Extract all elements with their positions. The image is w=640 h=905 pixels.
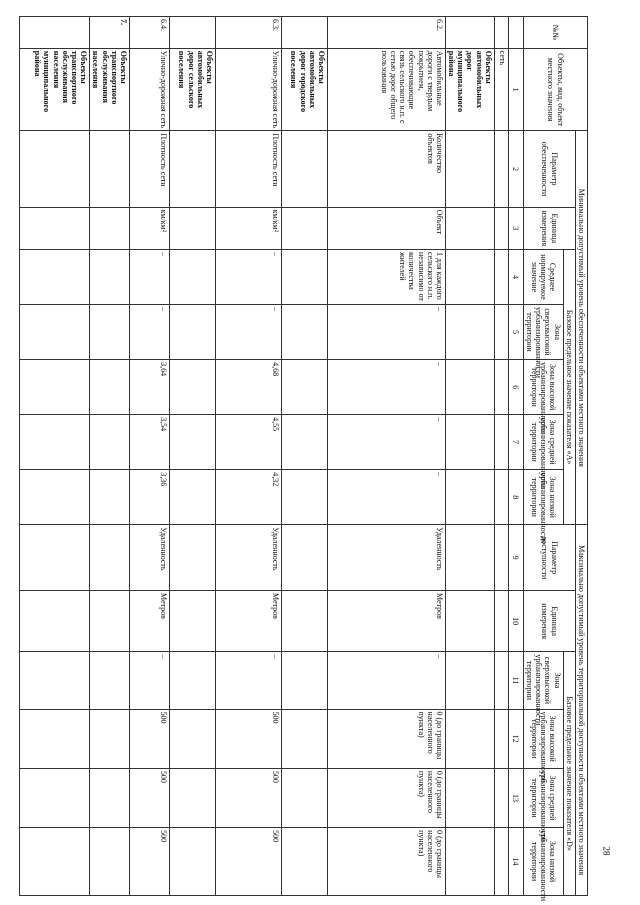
header-zone-a2: Зона высокой урбанизированности территории (523, 360, 563, 415)
value-cell (169, 768, 215, 827)
standards-table (19, 16, 588, 902)
row-number-cell (494, 17, 508, 49)
value-cell: 0 (до границы населенного пункта) (327, 768, 445, 827)
value-cell (281, 525, 327, 591)
table-row (90, 17, 130, 896)
header-object: Объекты, вид, объект местного значения (523, 48, 587, 131)
value-cell: – (129, 652, 169, 709)
value-cell (90, 131, 130, 207)
value-cell (494, 525, 508, 591)
value-cell (90, 709, 130, 768)
page-number: 28 (601, 846, 612, 856)
value-cell: – (327, 360, 445, 415)
value-cell (169, 652, 215, 709)
value-cell: – (129, 305, 169, 360)
value-cell (90, 470, 130, 525)
value-cell (20, 768, 90, 827)
value-cell (494, 131, 508, 207)
value-cell (90, 360, 130, 415)
value-cell: 3,36 (129, 470, 169, 525)
value-cell (494, 652, 508, 709)
value-cell (281, 652, 327, 709)
value-cell (169, 131, 215, 207)
value-cell (281, 590, 327, 651)
value-cell (20, 249, 90, 304)
value-cell (169, 415, 215, 470)
header-zone-a1: Зона сверхвысокой урбанизированности территории (523, 305, 563, 360)
column-number-row (508, 17, 523, 896)
value-cell (169, 360, 215, 415)
value-cell: – (327, 652, 445, 709)
value-cell (494, 828, 508, 896)
value-cell (281, 360, 327, 415)
value-cell: 4,32 (215, 470, 281, 525)
header-zone-d4: Зона низкой урбанизированности территории (523, 828, 563, 896)
value-cell (494, 709, 508, 768)
header-base-d: Базовое предельное значение показателя «D» (563, 652, 575, 896)
table-row (129, 17, 169, 896)
value-cell: 3,64 (129, 360, 169, 415)
rotated-table-container (33, 16, 588, 902)
value-cell (169, 525, 215, 591)
value-cell (20, 709, 90, 768)
header-zone-a4: Зона низкой урбанизированности территории (523, 470, 563, 525)
table-body (20, 17, 509, 896)
value-cell (494, 249, 508, 304)
header-zone-a3: Зона средней урбанизированности территории (523, 415, 563, 470)
value-cell: 3,54 (129, 415, 169, 470)
value-cell (20, 652, 90, 709)
col-num: 10 (508, 590, 523, 651)
value-cell: Удаленность (215, 525, 281, 591)
value-cell (281, 828, 327, 896)
value-cell (90, 768, 130, 827)
value-cell (90, 828, 130, 896)
table-row (445, 17, 494, 896)
col-num: 1 (508, 48, 523, 131)
table-row (215, 17, 281, 896)
header-zone-d2: Зона высокой урбанизированности территории (523, 709, 563, 768)
value-cell (169, 305, 215, 360)
object-name-cell: Объекты автомобильных дорог сельского поселения (169, 48, 215, 131)
table-row (169, 17, 215, 896)
value-cell: – (215, 249, 281, 304)
value-cell (445, 652, 494, 709)
value-cell: 0 (до границы населенного пункта) (327, 828, 445, 896)
value-cell: – (327, 470, 445, 525)
table-row (327, 17, 445, 896)
row-number-cell: 7. (90, 17, 130, 49)
value-cell (494, 207, 508, 249)
value-cell (169, 590, 215, 651)
table-row (20, 17, 90, 896)
value-cell (90, 525, 130, 591)
value-cell: 500 (215, 768, 281, 827)
col-num: 6 (508, 360, 523, 415)
value-cell (169, 470, 215, 525)
header-average: Среднее нормируемое значение (523, 249, 563, 304)
value-cell (281, 207, 327, 249)
value-cell: 500 (129, 709, 169, 768)
object-name-cell: Объекты транспортного обслуживания населения муниципального района (20, 48, 90, 131)
value-cell (169, 207, 215, 249)
value-cell (445, 415, 494, 470)
value-cell (445, 828, 494, 896)
value-cell (169, 709, 215, 768)
value-cell (281, 249, 327, 304)
value-cell: Плотность сети (215, 131, 281, 207)
value-cell (445, 768, 494, 827)
value-cell (494, 590, 508, 651)
value-cell (20, 590, 90, 651)
value-cell (281, 305, 327, 360)
value-cell (281, 470, 327, 525)
value-cell: 1 для каждого сельского н.п. независимо от количества жителей (327, 249, 445, 304)
table-row (281, 17, 327, 896)
value-cell (20, 828, 90, 896)
value-cell: Метров (215, 590, 281, 651)
header-no: №№ (523, 17, 587, 49)
col-num: 2 (508, 131, 523, 207)
col-num: 14 (508, 828, 523, 896)
header-base-a: Базовое предельное значение показателя «А» (563, 249, 575, 524)
object-name-cell: Автомобильные дороги с твердым покрытием, обеспечивающие связь сельского н.п. с сетью дорог общего пользования (327, 48, 445, 131)
value-cell: км/км² (129, 207, 169, 249)
header-param-provision: Параметр обеспеченности (523, 131, 575, 207)
value-cell (494, 470, 508, 525)
row-number-cell (169, 17, 215, 49)
header-unit: Единица измерения (523, 207, 575, 249)
col-num: 4 (508, 249, 523, 304)
value-cell (445, 590, 494, 651)
value-cell (445, 360, 494, 415)
header-unit-2: Единица измерения (523, 590, 575, 651)
value-cell: 4,55 (215, 415, 281, 470)
value-cell (20, 131, 90, 207)
col-num: 12 (508, 709, 523, 768)
col-num-blank (508, 17, 523, 49)
value-cell (20, 207, 90, 249)
table-row (494, 17, 508, 896)
value-cell: – (129, 249, 169, 304)
value-cell: Удаленность (129, 525, 169, 591)
value-cell (445, 305, 494, 360)
row-number-cell: 6.2. (327, 17, 445, 49)
value-cell: – (327, 415, 445, 470)
row-number-cell (20, 17, 90, 49)
col-num: 7 (508, 415, 523, 470)
header-zone-d3: Зона средней урбанизированности территории (523, 768, 563, 827)
value-cell: км/км² (215, 207, 281, 249)
value-cell: 500 (129, 828, 169, 896)
value-cell: – (215, 305, 281, 360)
row-number-cell (281, 17, 327, 49)
value-cell: Количество объектов (327, 131, 445, 207)
value-cell (281, 131, 327, 207)
value-cell (20, 305, 90, 360)
value-cell (494, 415, 508, 470)
header-param-access: Параметр доступности (523, 525, 575, 591)
value-cell: Метров (327, 590, 445, 651)
value-cell: 500 (215, 828, 281, 896)
header-zone-d1: Зона сверхвысокой урбанизированности территории (523, 652, 563, 709)
value-cell (90, 652, 130, 709)
value-cell (281, 709, 327, 768)
value-cell (445, 131, 494, 207)
value-cell (169, 828, 215, 896)
object-name-cell: Объекты автомобильных дорог городского поселения (281, 48, 327, 131)
col-num: 11 (508, 652, 523, 709)
value-cell (20, 415, 90, 470)
row-number-cell (445, 17, 494, 49)
value-cell: Объект (327, 207, 445, 249)
value-cell (20, 360, 90, 415)
value-cell (90, 415, 130, 470)
value-cell (445, 249, 494, 304)
value-cell (494, 360, 508, 415)
object-name-cell: Объекты автомобильных дорог муниципального района (445, 48, 494, 131)
object-name-cell: Объекты транспортного обслуживания населения (90, 48, 130, 131)
col-num: 9 (508, 525, 523, 591)
value-cell (494, 768, 508, 827)
value-cell: 0 (до границы населенного пункта) (327, 709, 445, 768)
object-name-cell: Улично-дорожная сеть (129, 48, 169, 131)
value-cell (90, 207, 130, 249)
value-cell: Удаленность (327, 525, 445, 591)
row-number-cell: 6.3. (215, 17, 281, 49)
value-cell (445, 207, 494, 249)
value-cell (494, 305, 508, 360)
value-cell: Плотность сети (129, 131, 169, 207)
header-group-max: Максимально допустимый уровень территориальной доступности объектами местного значения (575, 525, 587, 896)
value-cell (20, 470, 90, 525)
value-cell (90, 305, 130, 360)
value-cell (90, 249, 130, 304)
value-cell (445, 525, 494, 591)
col-num: 5 (508, 305, 523, 360)
value-cell: – (327, 305, 445, 360)
value-cell: 4,68 (215, 360, 281, 415)
header-group-min: Минимально допустимый уровень обеспеченности объектами местного значения (575, 131, 587, 525)
value-cell (90, 590, 130, 651)
value-cell (445, 470, 494, 525)
object-name-cell: сеть (494, 48, 508, 131)
value-cell (281, 768, 327, 827)
value-cell (281, 415, 327, 470)
row-number-cell: 6.4. (129, 17, 169, 49)
value-cell (20, 525, 90, 591)
col-num: 8 (508, 470, 523, 525)
col-num: 13 (508, 768, 523, 827)
value-cell: Метров (129, 590, 169, 651)
value-cell (169, 249, 215, 304)
value-cell (445, 709, 494, 768)
value-cell: 500 (215, 709, 281, 768)
col-num: 3 (508, 207, 523, 249)
value-cell: 500 (129, 768, 169, 827)
value-cell: – (215, 652, 281, 709)
object-name-cell: Улично-дорожная сеть (215, 48, 281, 131)
